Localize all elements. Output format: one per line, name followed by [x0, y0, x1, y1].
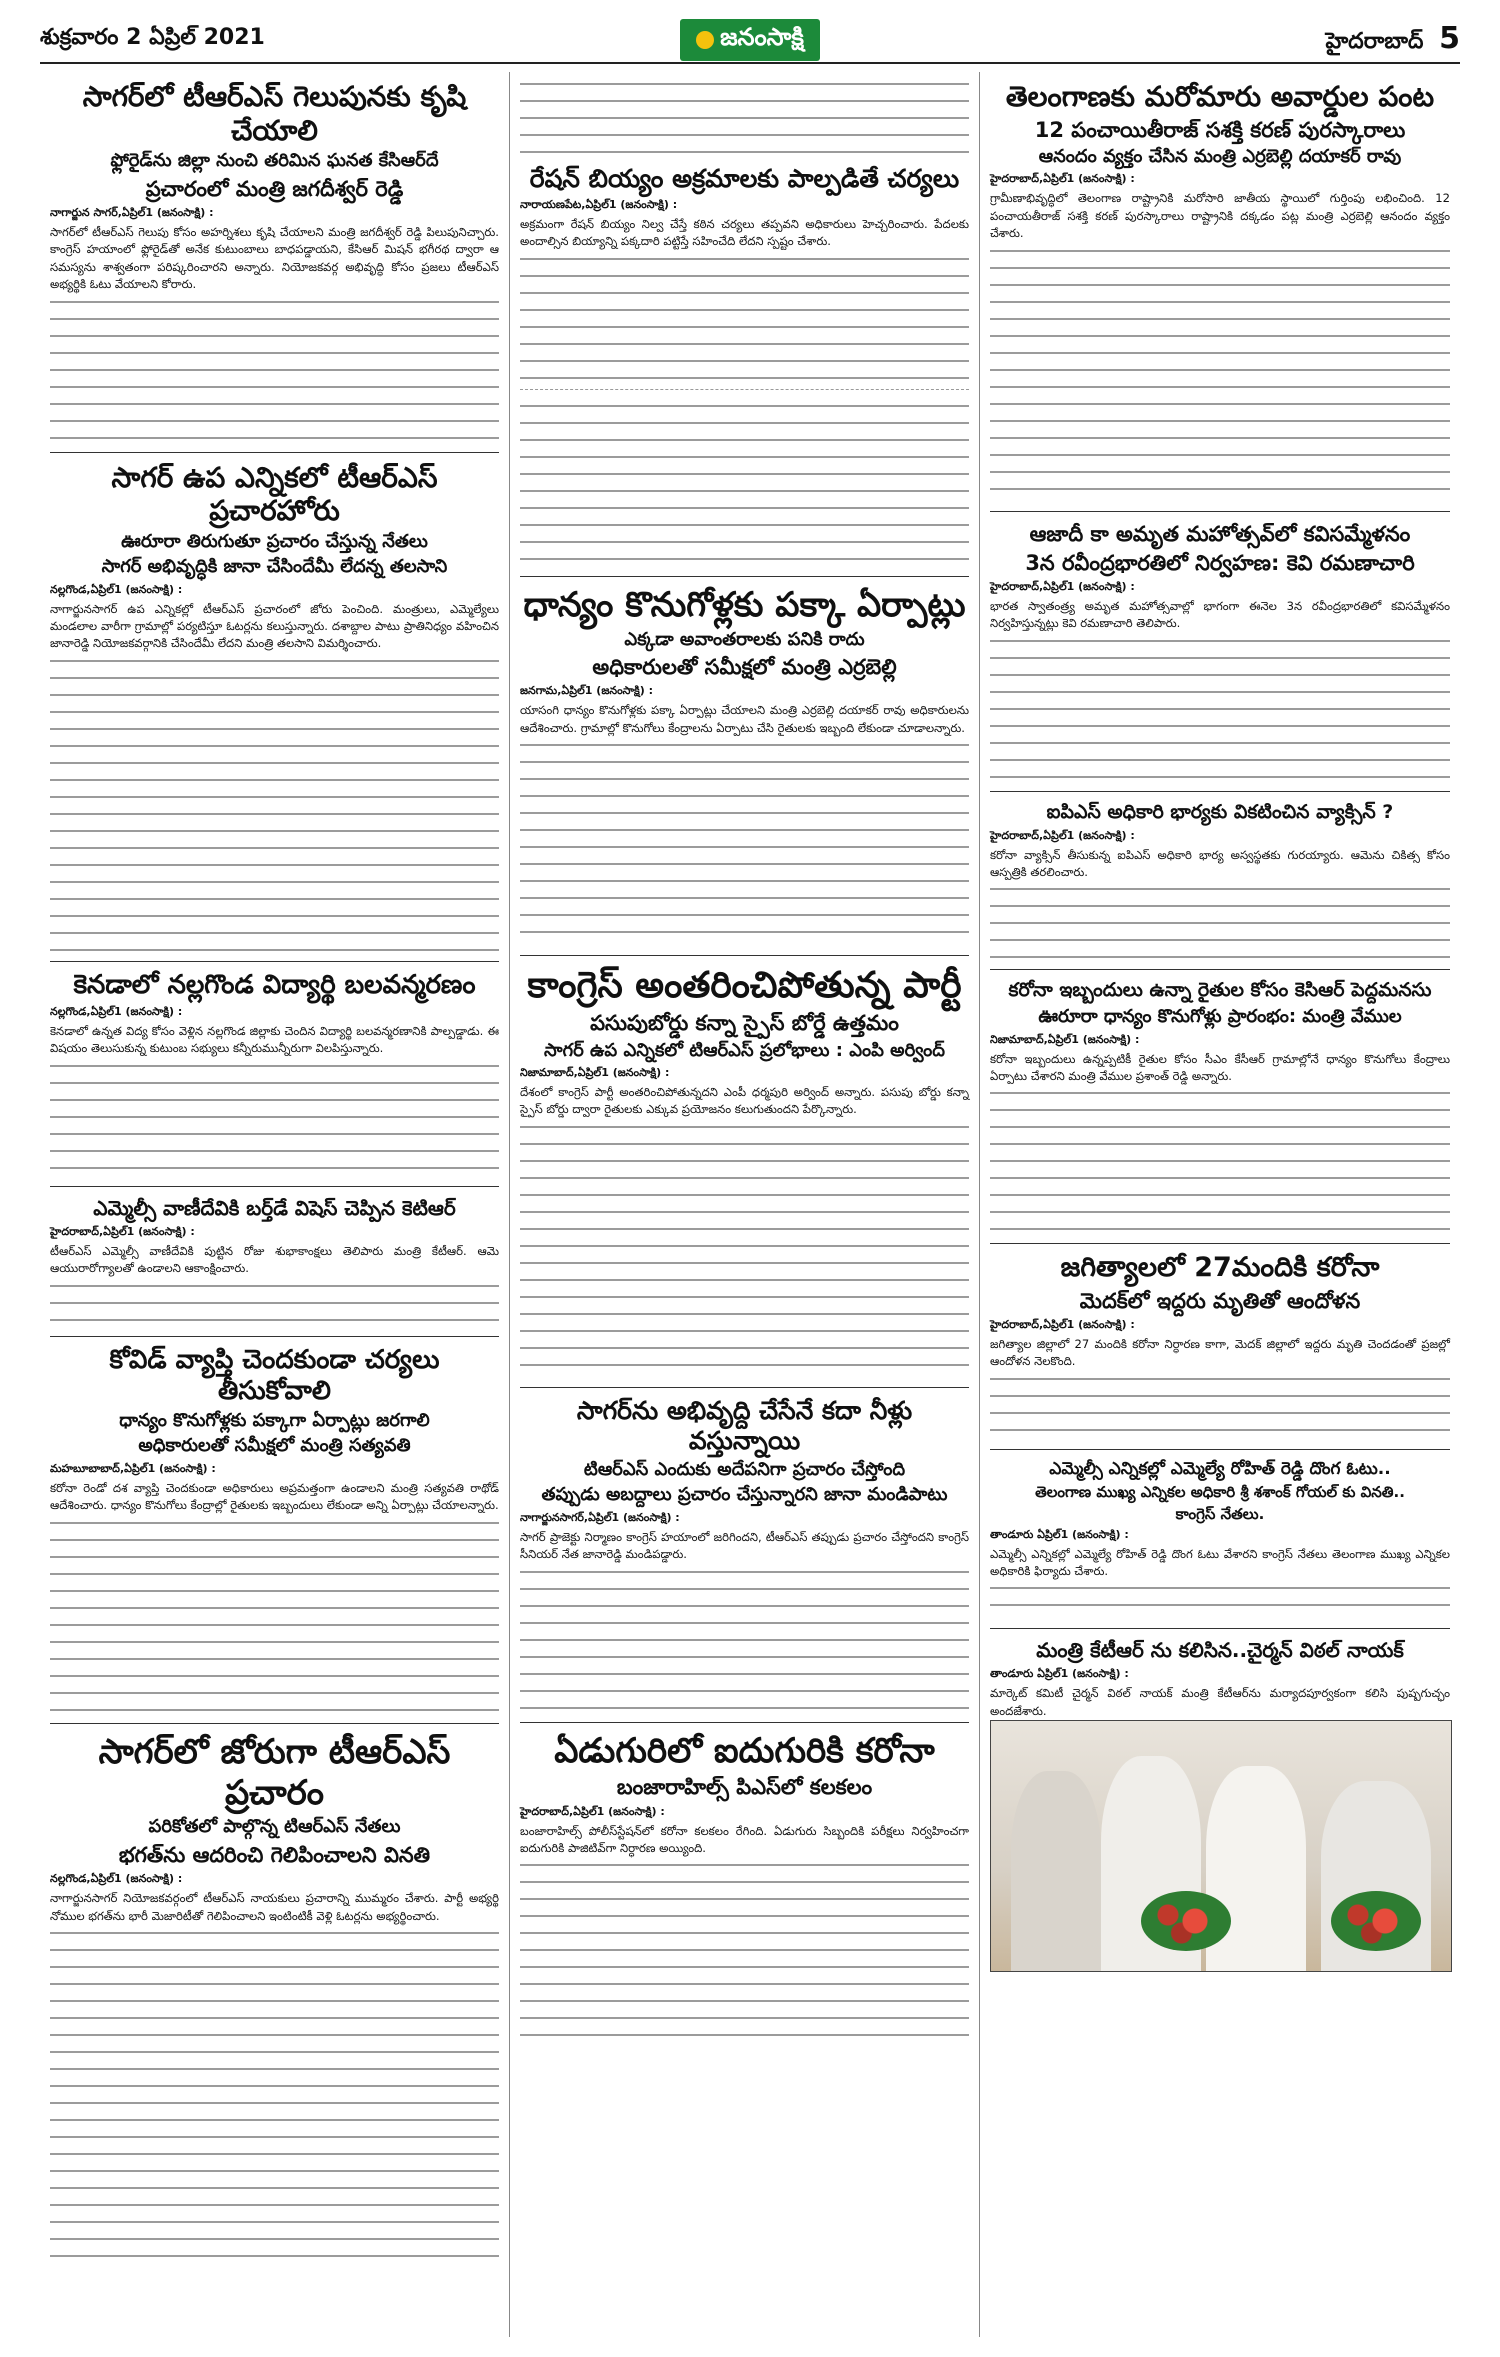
- article-body: గ్రామీణాభివృద్ధిలో తెలంగాణ రాష్ట్రానికి మరోసారి జాతీయ స్థాయిలో గుర్తింపు లభించింది. 12 పంచాయతీరాజ్‌ సశక్తి కరణ్‌ పురస్కారాలు రాష్ట్రానికి దక్కడం పట్ల మంత్రి ఎర్రబెల్లి ఆనందం వ్యక్తం చేశారు.: [990, 191, 1450, 241]
- text-block: [520, 1119, 969, 1379]
- masthead: [40, 18, 1460, 64]
- article-ration-rice: [520, 156, 969, 577]
- bouquet-icon: [1141, 1891, 1231, 1951]
- text-block: [520, 251, 969, 381]
- divider: [520, 389, 969, 390]
- text-block: [520, 1564, 969, 1714]
- article-body: టీఆర్‌ఎస్‌ ఎమ్మెల్సీ వాణీదేవికి పుట్టిన రోజు శుభాకాంక్షలు తెలిపారు మంత్రి కేటీఆర్‌. ఆమె ఆయురారోగ్యాలతో ఉండాలని ఆకాంక్షించారు.: [50, 1243, 499, 1276]
- article-body: అక్రమంగా రేషన్‌ బియ్యం నిల్వ చేస్తే కఠిన చర్యలు తప్పవని అధికారులు హెచ్చరించారు. పేదలకు అందాల్సిన బియ్యాన్ని పక్కదారి పట్టిస్తే సహించేది లేదని స్పష్టం చేశారు.: [520, 217, 969, 249]
- page-number: 5: [1439, 21, 1460, 56]
- subheadline: పరికోతలో పాల్గొన్న టిఆర్‌ఎస్‌ నేతలు: [148, 1816, 401, 1838]
- article-body: కరోనా ఇబ్బందులు ఉన్నప్పటికీ రైతుల కోసం సీఎం కేసీఆర్‌ గ్రామాల్లోనే ధాన్యం కొనుగోలు కేంద్రాలు ఏర్పాటు చేశారని మంత్రి వేముల ప్రశాంత్‌ రెడ్డి అన్నారు.: [990, 1051, 1450, 1083]
- text-block: [50, 1058, 499, 1178]
- text-block: [990, 633, 1450, 783]
- article-body: సాగర్‌ ప్రాజెక్టు నిర్మాణం కాంగ్రెస్‌ హయాంలో జరిగిందని, టీఆర్‌ఎస్‌ తప్పుడు ప్రచారం చేస్తోందని కాంగ్రెస్‌ సీనియర్‌ నేత జానారెడ్డి మండిపడ్డారు.: [520, 1529, 969, 1562]
- article-ktr-wishes: [50, 1187, 499, 1337]
- subheadline: అధికారులతో సమీక్షలో మంత్రి ఎర్రబెల్లి: [592, 655, 897, 680]
- subheadline: ఫ్లోరైడ్‌ను జిల్లా నుంచి తరిమిన ఘనత కేసిఆర్‌దే: [110, 150, 439, 172]
- subheadline: సాగర్‌ ఉప ఎన్నికలో టిఆర్‌ఎస్‌ ప్రలోభాలు : ఎంపి అర్వింద్‌: [544, 1039, 945, 1061]
- text-block: [520, 398, 969, 568]
- article-body: నాగార్జునసాగర్‌ నియోజకవర్గంలో టీఆర్‌ఎస్‌ నాయకులు ప్రచారాన్ని ముమ్మరం చేశారు. పార్టీ అభ్యర్థి నోముల భగత్‌ను భారీ మెజారిటీతో గెలిపించాలని ఇంటింటికీ వెళ్లి ఓటర్లను అభ్యర్థించారు.: [50, 1891, 499, 1923]
- headline: కాంగ్రెస్‌ అంతరించిపోతున్న పార్టీ: [527, 965, 962, 1007]
- headline: సాగర్‌ను అభివృద్ది చేసేనే కదా నీళ్లు వస్తున్నాయి: [576, 1395, 913, 1455]
- subheadline: ఊరూరా తిరుగుతూ ప్రచారం చేస్తున్న నేతలు: [121, 530, 428, 552]
- dateline: హైదరాబాద్‌,ఏప్రిల్‌1 (జనంసాక్షి) :: [990, 828, 1135, 842]
- text-block: [520, 1857, 969, 2037]
- article-body: సాగర్‌లో టీఆర్‌ఎస్‌ గెలుపు కోసం అహర్నిశలు కృషి చేయాలని మంత్రి జగదీశ్వర్‌ రెడ్డి పిలుపునిచ్చారు. కాంగ్రెస్‌ హయాంలో ఫ్లోరైడ్‌తో అనేక కుటుంబాలు బాధపడ్డాయని, కేసిఆర్‌ మిషన్‌ భగీరథ ద్వారా ఆ సమస్యను శాశ్వతంగా పరిష్కరించారని అన్నారు. నియోజకవర్గ అభివృద్ధి కోసం ప్రజలు టీఆర్‌ఎస్‌ అభ్యర్థికి ఓటు వేయాలని కోరారు.: [50, 224, 499, 292]
- subheadline: సాగర్‌ అభివృద్ధికి జానా చేసిందేమీ లేదన్న తలసాని: [101, 556, 448, 578]
- dateline: హైదరాబాద్‌,ఏప్రిల్‌1 (జనంసాక్షి) :: [990, 1318, 1135, 1331]
- article-banjarahills-corona: [520, 1723, 969, 2046]
- headline: ధాన్యం కొనుగోళ్లకు పక్కా ఏర్పాట్లు: [523, 584, 966, 625]
- dateline: నారాయణపేట,ఏప్రిల్‌1 (జనంసాక్షి) :: [520, 198, 678, 211]
- dateline: హైదరాబాద్‌,ఏప్రిల్‌1 (జనంసాక్షి) :: [50, 1224, 195, 1238]
- article-body: నాగార్జునసాగర్‌ ఉప ఎన్నికల్లో టీఆర్‌ఎస్‌ ప్రచారంలో జోరు పెంచింది. మంత్రులు, ఎమ్మెల్యేలు మండలాల వారీగా గ్రామాల్లో పర్యటిస్తూ ఓటర్లను కలుస్తున్నారు. దశాబ్దాల పాటు ప్రాతినిధ్యం వహించిన జానారెడ్డి నియోజకవర్గానికి చేసిందేమీ లేదని మంత్రి తలసాని విమర్శించారు.: [50, 601, 499, 651]
- article-ips-vaccine: [990, 792, 1450, 971]
- headline: రేషన్‌ బియ్యం అక్రమాలకు పాల్పడితే చర్యలు: [529, 164, 960, 193]
- subheadline: ఊరూరా ధాన్యం కొనుగోళ్లు ప్రారంభం: మంత్రి వేముల: [1038, 1006, 1402, 1028]
- subheadline: మెదక్‌లో ఇద్దరు మృతితో ఆందోళన: [1079, 1288, 1361, 1313]
- subheadline: బంజారాహిల్స్‌ పిఎస్‌లో కలకలం: [616, 1775, 873, 1800]
- article-mlc-fake-vote: [990, 1450, 1450, 1630]
- article-body: బంజారాహిల్స్‌ పోలీస్‌స్టేషన్‌లో కరోనా కలకలం రేగింది. ఏడుగురు సిబ్బందికి పరీక్షలు నిర్వహించగా ఐదుగురికి పాజిటివ్‌గా నిర్ధారణ అయ్యింది.: [520, 1823, 969, 1856]
- dateline: నల్లగొండ,ఏప్రిల్‌1 (జనంసాక్షి) :: [50, 582, 183, 596]
- dateline: హైదరాబాద్‌,ఏప్రిల్‌1 (జనంసాక్షి) :: [990, 580, 1135, 594]
- text-block: [990, 1580, 1450, 1620]
- article-body: కరోనా రెండో దశ వ్యాప్తి చెందకుండా అధికారులు అప్రమత్తంగా ఉండాలని మంత్రి సత్యవతి రాథోడ్‌ ఆదేశించారు. ధాన్యం కొనుగోలు కేంద్రాల్లో రైతులకు ఇబ్బందులు లేకుండా అన్ని ఏర్పాట్లు చేయాలన్నారు.: [50, 1480, 499, 1513]
- person-figure: [1206, 1766, 1306, 1971]
- article-sagar-trs-win: [50, 72, 499, 453]
- text-block: [990, 881, 1450, 961]
- article-body: భారత స్వాతంత్ర్య అమృత మహోత్సవాల్లో భాగంగా ఈనెల 3న రవీంద్రభారతిలో కవిసమ్మేళనం నిర్వహిస్తున్నట్లు కెవి రమణాచారి తెలిపారు.: [990, 599, 1450, 631]
- dateline: జనగామ,ఏప్రిల్‌1 (జనంసాక్షి) :: [520, 684, 653, 698]
- column-right: [980, 72, 1460, 2337]
- dateline: నల్లగొండ,ఏప్రిల్‌1 (జనంసాక్షి) :: [50, 1872, 183, 1886]
- headline: సాగర్‌లో టీఆర్‌ఎస్‌ గెలుపునకు కృషి చేయాలి: [82, 80, 467, 147]
- article-kcr-farmers: [990, 970, 1450, 1244]
- subheadline: 12 పంచాయితీరాజ్‌ సశక్తి కరణ్‌ పురస్కారాలు: [1034, 117, 1406, 142]
- text-block: [520, 737, 969, 947]
- newspaper-logo: [540, 19, 960, 61]
- dateline: హైదరాబాద్‌,ఏప్రిల్‌1 (జనంసాక్షి) :: [990, 172, 1135, 186]
- article-sagar-campaign-2: [50, 1724, 499, 2273]
- headline: సాగర్‌లో జోరుగా టీఆర్‌ఎస్‌ ప్రచారం: [98, 1731, 451, 1813]
- article-body: కెనడాలో ఉన్నత విద్య కోసం వెళ్లిన నల్లగొండ జిల్లాకు చెందిన విద్యార్థి బలవన్మరణానికి పాల్పడ్డాడు. ఈ విషయం తెలుసుకున్న కుటుంబ సభ్యులు కన్నీరుమున్నీరుగా విలపిస్తున్నారు.: [50, 1024, 499, 1056]
- article-congress-vanishing: [520, 956, 969, 1388]
- dateline: మహబూబాబాద్‌,ఏప్రిల్‌1 (జనంసాక్షి) :: [50, 1461, 216, 1475]
- subheadline: పసుపుబోర్డు కన్నా స్పైస్‌ బోర్డే ఉత్తమం: [590, 1011, 899, 1036]
- subheadline: తప్పుడు అబద్దాలు ప్రచారం చేస్తున్నారని జానా మండిపాటు: [541, 1484, 948, 1506]
- article-body: మార్కెట్‌ కమిటీ చైర్మన్‌ విఠల్‌ నాయక్‌ మంత్రి కేటీఆర్‌ను మర్యాదపూర్వకంగా కలిసి పుష్పగుచ్ఛం అందజేశారు.: [990, 1686, 1450, 1718]
- article-body: యాసంగి ధాన్యం కొనుగోళ్లకు పక్కా ఏర్పాట్లు చేయాలని మంత్రి ఎర్రబెల్లి దయాకర్‌ రావు అధికారులను ఆదేశించారు. గ్రామాల్లో కొనుగోలు కేంద్రాలను ఏర్పాటు చేసి రైతులకు ఇబ్బంది లేకుండా చూడాలన్నారు.: [520, 703, 969, 735]
- headline: జగిత్యాలలో 27మందికి కరోనా: [1060, 1252, 1380, 1284]
- text-block: [50, 653, 499, 953]
- headline: మంత్రి కేటీఆర్‌ ను కలిసిన..చైర్మన్‌ విఠల్‌ నాయక్‌: [1036, 1638, 1404, 1663]
- subheadline: ఎక్కడా అవాంతరాలకు పనికి రాదు: [624, 628, 865, 650]
- subheadline: టిఆర్‌ఎస్‌ ఎందుకు అదేపనిగా ప్రచారం చేస్తోంది: [583, 1458, 906, 1480]
- article-body: కరోనా వ్యాక్సిన్‌ తీసుకున్న ఐపిఎస్‌ అధికారి భార్య అస్వస్థతకు గురయ్యారు. ఆమెను చికిత్స కోసం ఆస్పత్రికి తరలించారు.: [990, 847, 1450, 879]
- article-ktr-meeting: [990, 1629, 1450, 1980]
- column-middle: [510, 72, 980, 2337]
- article-body: దేశంలో కాంగ్రెస్‌ పార్టీ అంతరించిపోతున్నదని ఎంపీ ధర్మపురి అర్వింద్‌ అన్నారు. పసుపు బోర్డు కన్నా స్పైస్‌ బోర్డు ద్వారా రైతులకు ఎక్కువ ప్రయోజనం కలుగుతుందని పేర్కొన్నారు.: [520, 1085, 969, 1117]
- subheadline: భగత్‌ను ఆదరించి గెలిపించాలని వినతి: [118, 1842, 431, 1867]
- subheadline: 3న రవీంద్రభారతిలో నిర్వహణ: కెవి రమణాచారి: [1025, 550, 1415, 575]
- text-block: [990, 1085, 1450, 1235]
- dateline: నాగార్జునసాగర్‌,ఏప్రిల్‌1 (జనంసాక్షి) :: [520, 1510, 680, 1524]
- dateline: నాగార్జున సాగర్‌,ఏప్రిల్‌1 (జనంసాక్షి) :: [50, 205, 214, 219]
- headline: ఐపిఎస్‌ అధికారి భార్యకు వికటించిన వ్యాక్సిన్‌ ?: [1046, 800, 1394, 823]
- dateline: హైదరాబాద్‌,ఏప్రిల్‌1 (జనంసాక్షి) :: [520, 1804, 665, 1818]
- article-covid-measures: [50, 1337, 499, 1724]
- bouquet-icon: [1331, 1891, 1421, 1951]
- subheadline: ఆనందం వ్యక్తం చేసిన మంత్రి ఎర్రబెల్లి దయాకర్‌ రావు: [1038, 145, 1402, 167]
- dateline: నల్లగొండ,ఏప్రిల్‌1 (జనంసాక్షి) :: [50, 1005, 183, 1019]
- subheadline: అధికారులతో సమీక్షలో మంత్రి సత్యవతి: [138, 1435, 411, 1457]
- headline: ఎమ్మెల్సీ వాణీదేవికి బర్త్‌డే విషెస్‌ చెప్పిన కెటిఆర్‌: [93, 1195, 456, 1220]
- article-telangana-awards: [990, 72, 1450, 512]
- dateline: తాండూరు ఏప్రిల్‌1 (జనంసాక్షి) :: [990, 1527, 1129, 1541]
- article-body: ఎమ్మెల్సీ ఎన్నికల్లో ఎమ్మెల్యే రోహిత్‌ రెడ్డి దొంగ ఓటు వేశారని కాంగ్రెస్‌ నేతలు తెలంగాణ ముఖ్య ఎన్నికల అధికారికి ఫిర్యాదు చేశారు.: [990, 1546, 1450, 1578]
- text-block: [50, 294, 499, 444]
- dateline: తాండూరు ఏప్రిల్‌1 (జనంసాక్షి) :: [990, 1667, 1129, 1681]
- text-block: [50, 1925, 499, 2265]
- city-name: హైదరాబాద్: [1325, 29, 1424, 54]
- headline: ఎమ్మెల్సీ ఎన్నికల్లో ఎమ్మెల్యే రోహిత్‌ రెడ్డి దొంగ ఓటు..: [1049, 1458, 1391, 1479]
- headline: తెలంగాణకు మరోమారు అవార్డుల పంట: [1005, 80, 1435, 113]
- column-left: [40, 72, 510, 2337]
- article-grain-procurement: [520, 577, 969, 956]
- article-body: జగిత్యాల జిల్లాలో 27 మందికి కరోనా నిర్ధారణ కాగా, మెదక్‌ జిల్లాలో ఇద్దరు మృతి చెందడంతో ప్రజల్లో ఆందోళన నెలకొంది.: [990, 1337, 1450, 1369]
- city-page: [960, 21, 1460, 59]
- headline: సాగర్‌ ఉప ఎన్నికలో టీఆర్‌ఎస్‌ ప్రచారహోరు: [111, 460, 438, 528]
- logo-icon: [696, 31, 714, 49]
- article-sagar-water: [520, 1388, 969, 1723]
- logo-badge: [680, 19, 820, 61]
- headline: కరోనా ఇబ్బందులు ఉన్నా రైతుల కోసం కెసిఆర్‌ పెద్దమనసు: [1008, 979, 1432, 1002]
- headline: ఏడుగురిలో ఐదుగురికి కరోనా: [554, 1730, 935, 1771]
- subheadline: ధాన్యం కొనుగోళ్లకు పక్కాగా ఏర్పాట్లు జరగాలి: [119, 1409, 430, 1431]
- headline: ఆజాదీ కా అమృత మహోత్సవ్‌లో కవిసమ్మేళనం: [1029, 521, 1411, 546]
- text-block: [50, 1515, 499, 1715]
- text-block: [50, 1278, 499, 1328]
- continued-text: [520, 76, 969, 156]
- text-block: [990, 1371, 1450, 1441]
- headline: కోవిడ్‌ వ్యాప్తి చెందకుండా చర్యలు తీసుకోవాలి: [109, 1344, 440, 1406]
- subheadline: ప్రచారంలో మంత్రి జగదీశ్వర్‌ రెడ్డి: [145, 176, 404, 201]
- headline: కెనడాలో నల్లగొండ విద్యార్థి బలవన్మరణం: [73, 969, 476, 1000]
- paper-name: జనంసాక్షి: [720, 23, 804, 51]
- dateline: నిజామాబాద్‌,ఏప్రిల్‌1 (జనంసాక్షి) :: [990, 1032, 1140, 1046]
- dateline: నిజామాబాద్‌,ఏప్రిల్‌1 (జనంసాక్షి) :: [520, 1066, 670, 1080]
- article-kavi-sammelanam: [990, 512, 1450, 792]
- subheadline: తెలంగాణ ముఖ్య ఎన్నికల అధికారి శ్రీ శశాంక్‌ గోయల్‌ కు వినతి..: [1035, 1483, 1405, 1502]
- article-sagar-campaign: [50, 453, 499, 962]
- person-figure: [1011, 1771, 1101, 1971]
- subheadline: కాంగ్రెస్‌ నేతలు.: [1175, 1504, 1265, 1523]
- news-photo: [990, 1720, 1452, 1972]
- article-jagitial-corona: [990, 1244, 1450, 1449]
- issue-date: శుక్రవారం 2 ఏప్రిల్ 2021: [40, 25, 265, 50]
- text-block: [990, 243, 1450, 503]
- article-canada-student: [50, 962, 499, 1187]
